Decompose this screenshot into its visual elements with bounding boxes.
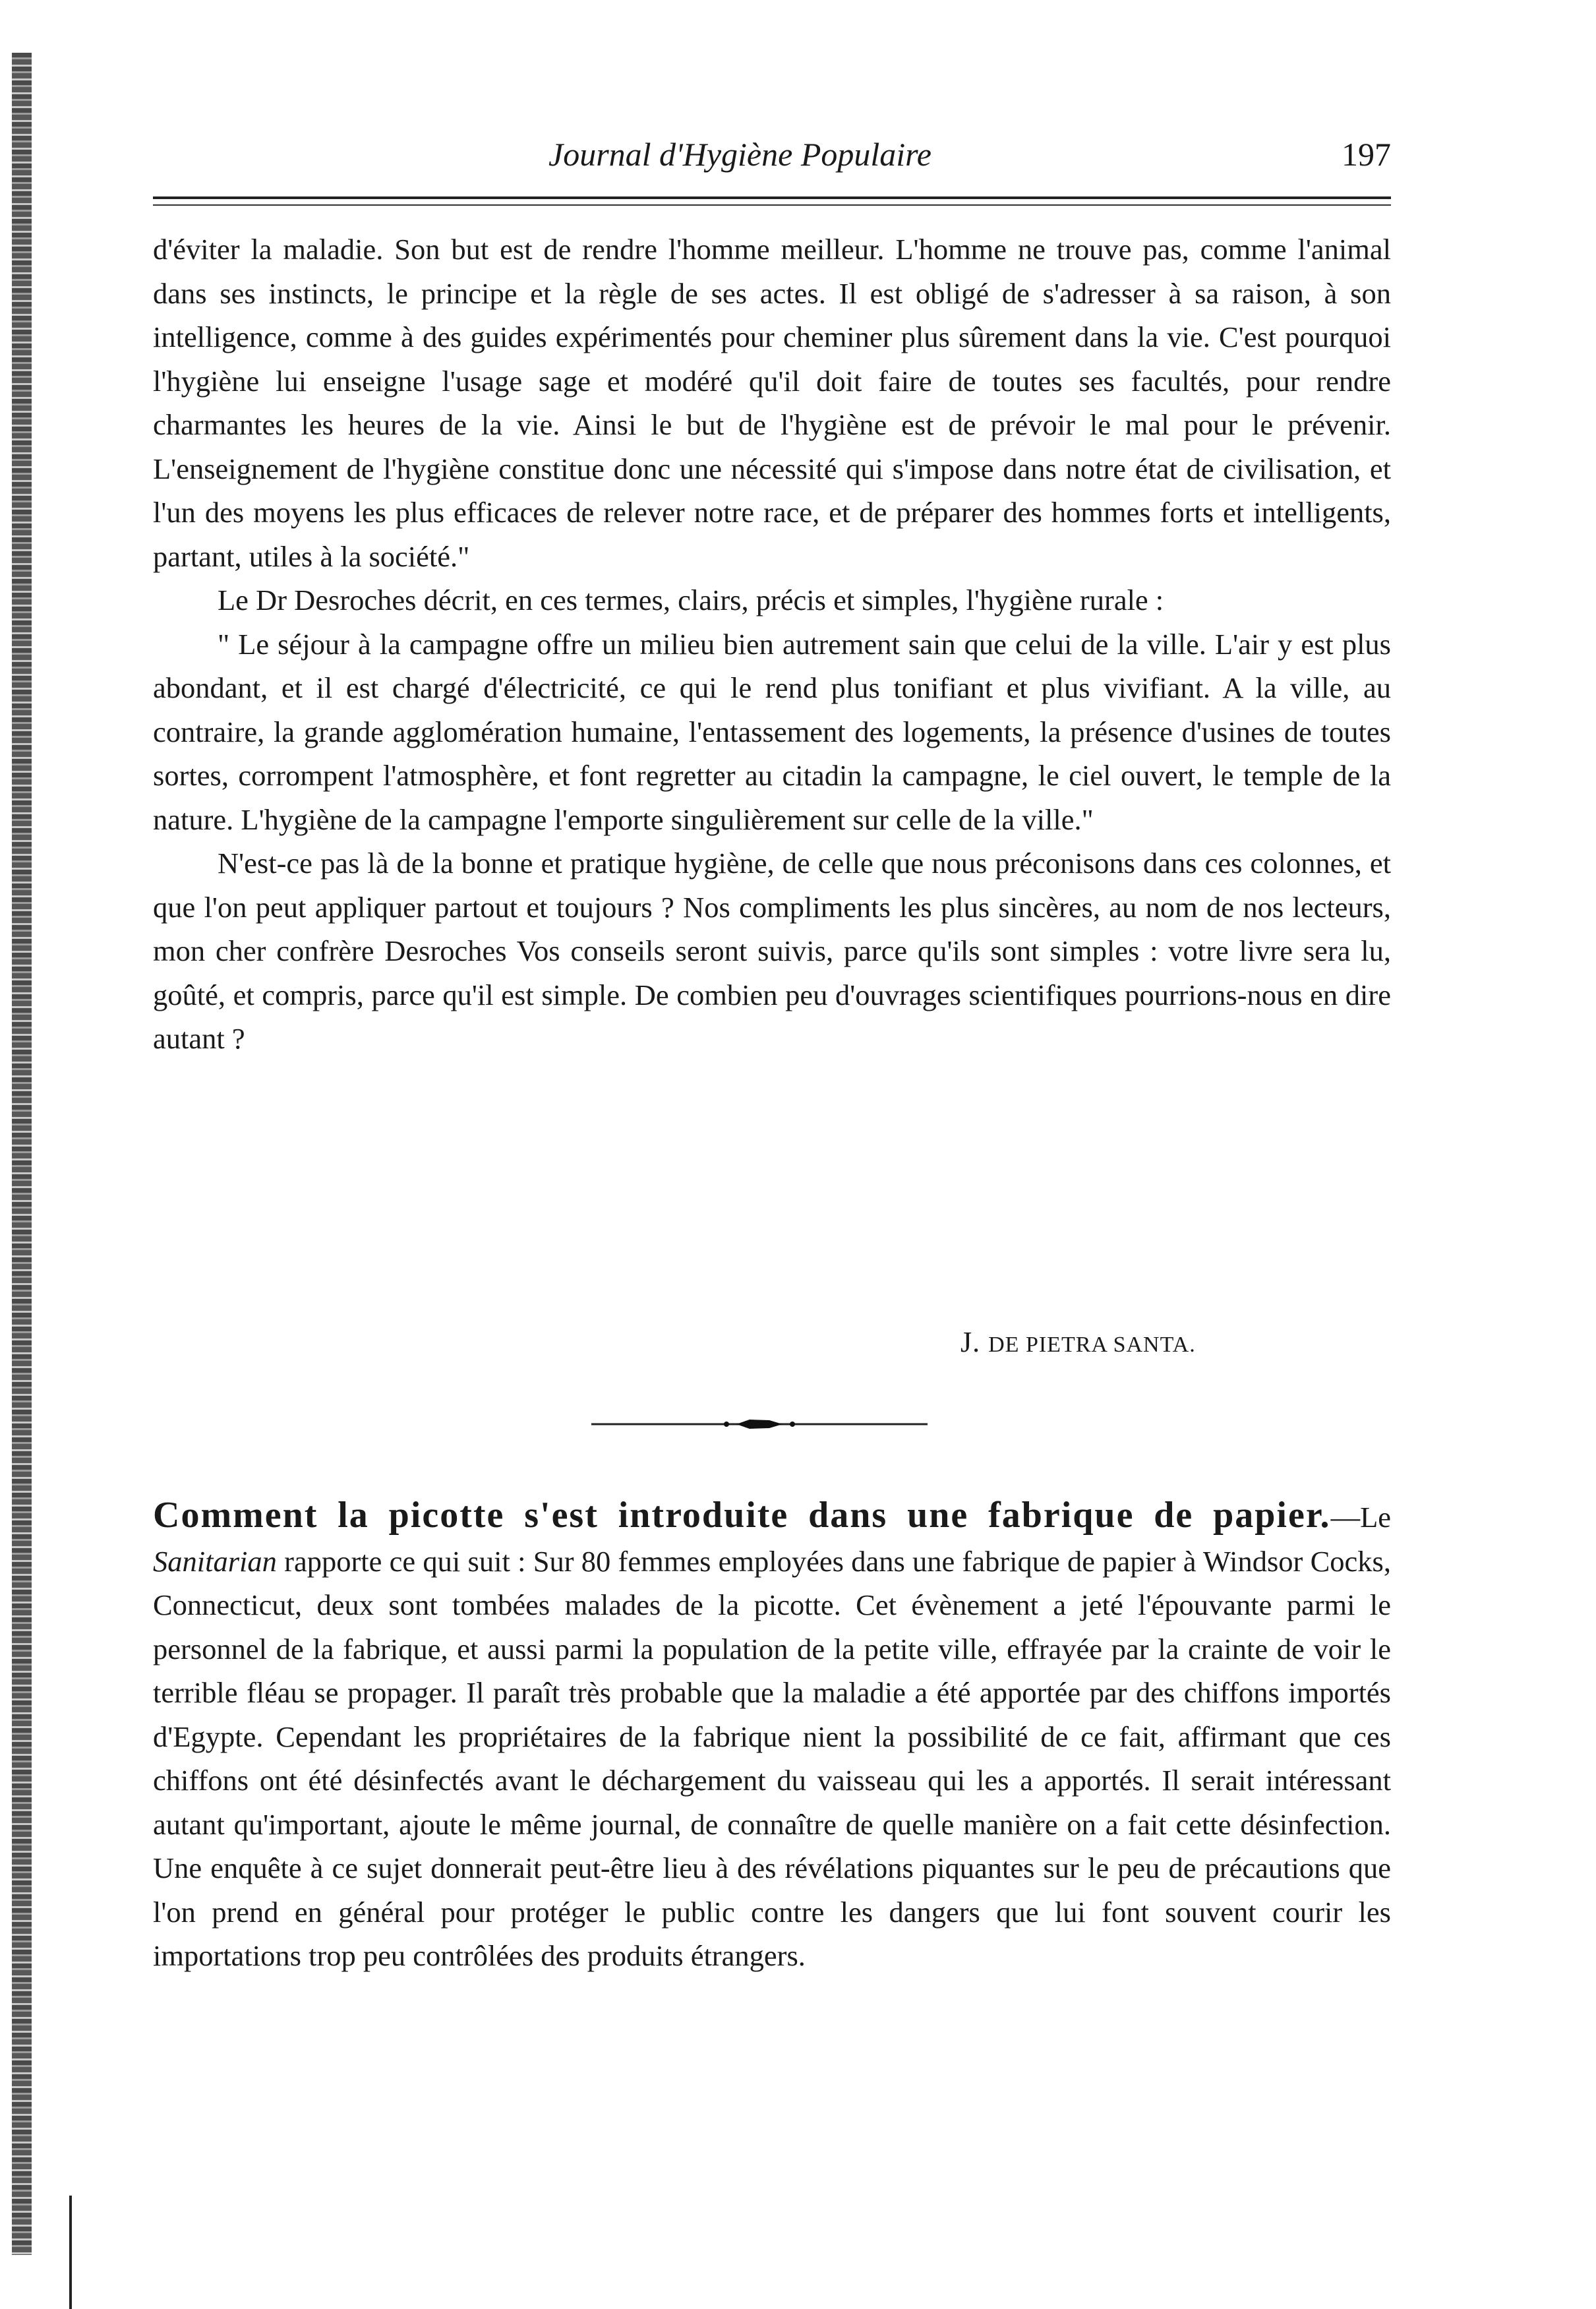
article-dash: —Le — [1330, 1501, 1391, 1534]
paragraph-desroches: Le Dr Desroches décrit, en ces termes, clairs, précis et simples, l'hygiène rurale : — [218, 584, 1164, 616]
page-number: 197 — [1342, 136, 1391, 173]
running-title: Journal d'Hygiène Populaire — [548, 136, 931, 173]
header-rule — [153, 196, 1391, 199]
body-text — [153, 227, 1391, 1061]
article-headline: Comment la picotte s'est introduite dans une fabrique de papier. — [153, 1495, 1331, 1536]
signature — [961, 1325, 1196, 1359]
signature-initial: J. — [961, 1326, 989, 1358]
signature-name: DE PIETRA SANTA. — [988, 1333, 1196, 1357]
page-header — [153, 135, 1391, 181]
paragraph-commentary: N'est-ce pas là de la bonne et pratique hygiène, de celle que nous préconisons dans ces colonnes, et que l'on peut appliquer partout et toujours ? Nos compliments les plus sincères, au nom de nos lecteurs, mon cher confrère Desroches Vos conseils seront suivis, parce qu'ils sont simples : votre livre sera lu, goûté, et compris, parce qu'il est simple. De combien peu d'ouvrages scientifiques pourrions-nous en dire autant ? — [153, 847, 1391, 1055]
binding-edge — [12, 53, 32, 2255]
section-divider-ornament — [591, 1414, 928, 1434]
paragraph-quote: " Le séjour à la campagne offre un milieu bien autrement sain que celui de la ville. L'air y est plus abondant, et il est chargé d'électricité, ce qui le rend plus tonifiant et plus vivifiant. A la ville, au contraire, la grande agglomération humaine, l'entassement des logements, la présence d'usines de toutes sortes, corrompent l'atmosphère, et font regretter au citadin la campagne, le ciel ouvert, le temple de la nature. L'hygiène de la campagne l'emporte singulièrement sur celle de la ville." — [153, 627, 1391, 836]
paragraph-continuation: d'éviter la maladie. Son but est de rendre l'homme meilleur. L'homme ne trouve pas, comme l'animal dans ses instincts, le principe et la règle de ses actes. Il est obligé de s'adresser à sa raison, à son intelligence, comme à des guides expérimentés pour cheminer plus sûrement dans la vie. C'est pourquoi l'hygiène lui enseigne l'usage sage et modéré qu'il doit faire de toutes ses facultés, pour rendre charmantes les heures de la vie. Ainsi le but de l'hygiène est de prévoir le mal pour le prévenir. L'enseignement de l'hygiène constitue donc une nécessité qui s'impose dans notre état de civilisation, et l'un des moyens les plus efficaces de relever notre race, et de préparer des hommes forts et intelligents, partant, utiles à la société." — [153, 233, 1391, 573]
binding-line — [69, 2196, 72, 2309]
article-picotte — [153, 1493, 1391, 1978]
article-text: rapporte ce qui suit : Sur 80 femmes employées dans une fabrique de papier à Windsor Cocks, Connecticut, deux sont tombées malades de la picotte. Cet évènement a jeté l'épouvante parmi le personnel de la fabrique, et aussi parmi la population de la petite ville, effrayée par la crainte de voir le terrible fléau se propager. Il paraît très probable que la maladie a été apportée par des chiffons importés d'Egypte. Cependant les propriétaires de la fabrique nient la possibilité de ce fait, affirmant que ces chiffons ont été désinfectés avant le déchargement du vaisseau qui les a apportés. Il serait intéressant autant qu'important, ajoute le même journal, de connaître de quelle manière on a fait cette désinfection. Une enquête à ce sujet donnerait peut-être lieu à des révélations piquantes sur le peu de précautions que l'on prend en général pour protéger le public contre les dangers que lui font souvent courir les importations trop peu contrôlées des produits étrangers. — [153, 1544, 1391, 1972]
article-source: Sanitarian — [153, 1544, 277, 1578]
header-rule-thin — [153, 204, 1391, 206]
